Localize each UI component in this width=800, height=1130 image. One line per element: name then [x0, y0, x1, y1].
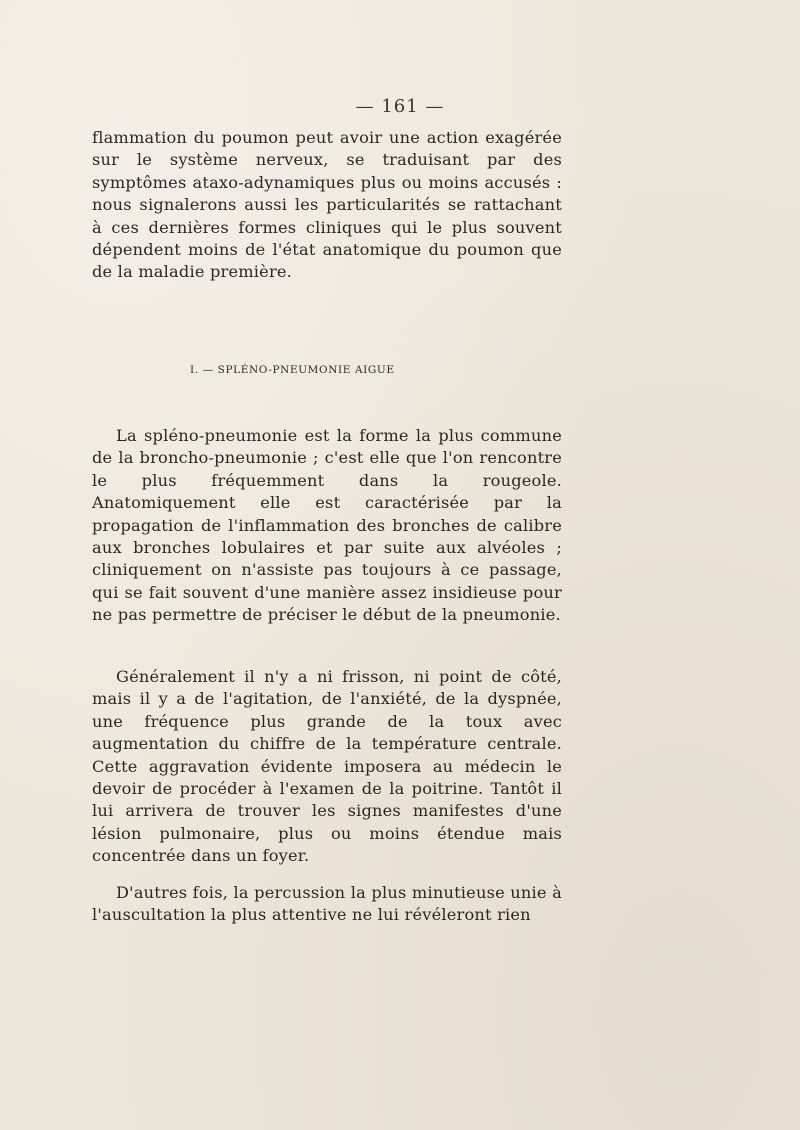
paragraph-generalement: Généralement il n'y a ni frisson, ni point de côté, mais il y a de l'agitation, de l'anxiété, de la dyspnée, une fréquence plus grande de la toux avec augmentation du chiffre de la température centrale. Cette aggravation évidente imposera au médecin le devoir de procéder à l'examen de la poitrine. Tantôt il lui arrivera de trouver les signes manifestes d'une lésion pulmonaire, plus ou moins étendue mais concentrée dans un foyer. [92, 667, 562, 866]
paragraph-spleno-pneumonie: La spléno-pneumonie est la forme la plus commune de la broncho-pneumonie ; c'est elle que l'on rencontre le plus fréquemment dans la rougeole. Anatomiquement elle est caractérisée par la propagation de l'inflammation des bronches de calibre aux bronches lobulaires et par suite aux alvéoles ; cliniquement on n'assiste pas toujours à ce passage, qui se fait souvent d'une manière assez insidieuse pour ne pas permettre de préciser le début de la pneumonie. [92, 426, 562, 625]
paragraph-continuation: flammation du poumon peut avoir une action exagérée sur le système nerveux, se traduisant par des symptômes ataxo-adynamiques plus ou moins accusés : nous signalerons aussi les particularités se rattachant à ces dernières formes cliniques qui le plus souvent dépendent moins de l'état anatomique du poumon que de la maladie première. [92, 128, 562, 282]
section-heading: I. — SPLÉNO-PNEUMONIE AIGUE [190, 364, 395, 376]
page-number: — 161 — [355, 96, 445, 117]
paragraph-autres-fois: D'autres fois, la percussion la plus minutieuse unie à l'auscultation la plus attentive ne lui révéleront rien [92, 883, 562, 925]
